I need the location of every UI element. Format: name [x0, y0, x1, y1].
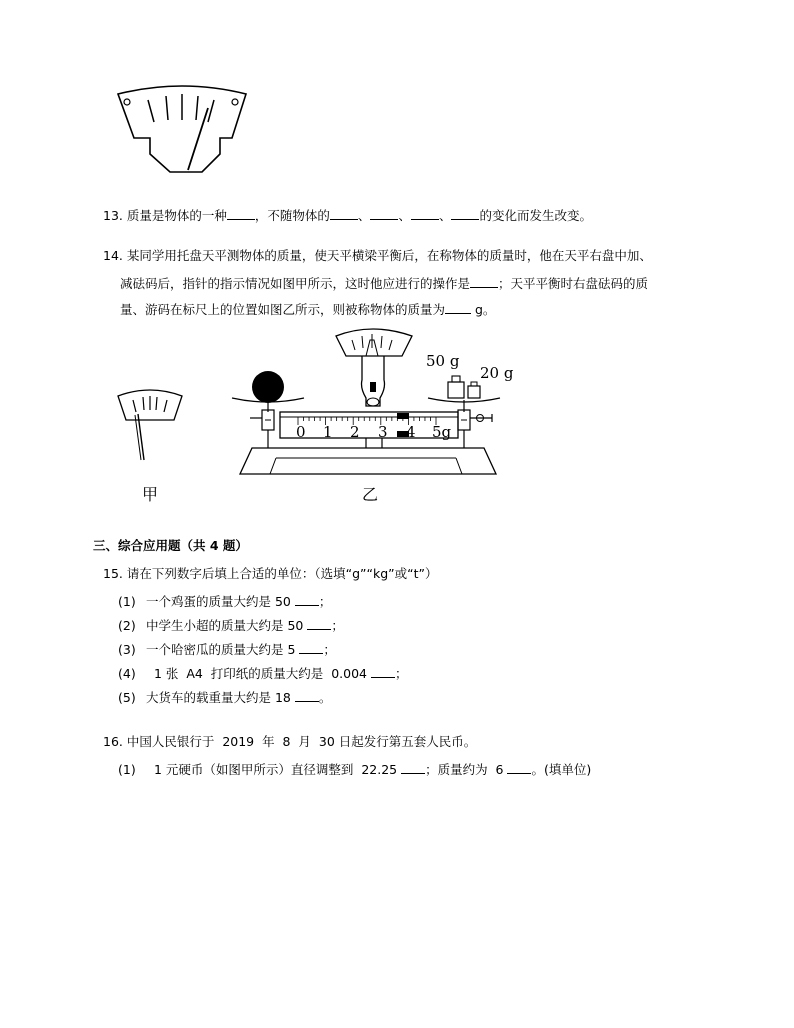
scale-tick-label: 0	[296, 423, 306, 441]
item-text: 1 元硬币（如图甲所示）直径调整到 22.25	[146, 762, 398, 777]
scale-tick-label: 5g	[432, 423, 452, 441]
q14-line-2-text: 减砝码后，指针的指示情况如图甲所示，这时他应进行的操作是	[120, 276, 471, 291]
answer-blank[interactable]	[295, 592, 319, 606]
q14-line-1-text: 某同学用托盘天平测物体的质量，使天平横梁平衡后，在称物体的质量时，他在天平右盘中加、	[126, 248, 652, 263]
question-15	[103, 566, 438, 582]
answer-blank[interactable]	[451, 206, 479, 220]
question-number: 15.	[103, 566, 123, 581]
q15-stem: 请在下列数字后填上合适的单位：（选填“g”“kg”或“t”）	[126, 566, 438, 581]
question-14-line-3	[120, 300, 495, 318]
q13-text-2: ，不随物体的	[254, 208, 330, 223]
answer-blank[interactable]	[295, 688, 319, 702]
answer-blank[interactable]	[330, 206, 358, 220]
item-label: (1)	[118, 762, 136, 777]
pointer-meter-jia	[118, 390, 182, 460]
scale-tick-label: 4	[406, 423, 416, 441]
q15-item-2	[118, 616, 344, 634]
top-meter-figure	[112, 82, 252, 178]
item-end: ；	[318, 594, 332, 609]
q13-text-3: 的变化而发生改变。	[479, 208, 592, 223]
answer-blank[interactable]	[227, 206, 255, 220]
scale-tick-label: 3	[378, 423, 388, 441]
question-number: 16.	[103, 734, 123, 749]
q15-item-1	[118, 592, 331, 610]
q15-item-3	[118, 640, 336, 658]
question-14-line-2	[120, 274, 648, 292]
q14-unit: g。	[475, 302, 496, 317]
item-text-c: 。(填单位)	[531, 762, 592, 777]
answer-blank[interactable]	[307, 616, 331, 630]
balance-dial	[336, 329, 412, 406]
answer-blank[interactable]	[371, 664, 395, 678]
answer-blank[interactable]	[507, 760, 531, 774]
answer-blank[interactable]	[401, 760, 425, 774]
question-number: 14.	[103, 248, 123, 263]
item-end: ；	[323, 642, 336, 657]
item-label: (4)	[118, 666, 136, 681]
scale-tick-label: 2	[350, 423, 360, 441]
weight-20g-label: 20 g	[480, 364, 514, 382]
answer-blank[interactable]	[299, 640, 323, 654]
scale-tick-label: 1	[323, 423, 333, 441]
separator: 、	[357, 208, 371, 223]
item-text: 1 张 A4 打印纸的质量大约是 0.004	[146, 666, 368, 681]
answer-blank[interactable]	[370, 206, 398, 220]
balance-figure	[100, 320, 530, 510]
separator: 、	[438, 208, 452, 223]
q16-item-1	[118, 760, 591, 778]
item-text: 中学生小超的质量大约是 50	[146, 618, 304, 633]
q13-text-1: 质量是物体的一种	[126, 208, 227, 223]
item-label: (1)	[118, 594, 136, 609]
figure-label-yi: 乙	[362, 485, 379, 504]
question-16	[103, 734, 476, 750]
item-label: (2)	[118, 618, 136, 633]
question-13	[103, 206, 592, 224]
item-end: ；	[331, 618, 344, 633]
item-text-b: ；质量约为 6	[425, 762, 504, 777]
item-text: 大货车的载重量大约是 18	[146, 690, 291, 705]
item-text: 一个哈密瓜的质量大约是 5	[146, 642, 296, 657]
question-number: 13.	[103, 208, 123, 223]
q14-line-2-text-b: ；天平平衡时右盘砝码的质	[498, 276, 649, 291]
q16-stem: 中国人民银行于 2019 年 8 月 30 日起发行第五套人民币。	[126, 734, 477, 749]
answer-blank[interactable]	[411, 206, 439, 220]
q15-item-4	[118, 664, 408, 682]
q14-line-3-text: 量、游码在标尺上的位置如图乙所示，则被称物体的质量为	[120, 302, 446, 317]
q15-item-5	[118, 688, 331, 706]
separator: 、	[398, 208, 411, 223]
figure-label-jia: 甲	[142, 485, 159, 504]
item-label: (5)	[118, 690, 136, 705]
question-14-line-1	[103, 248, 652, 264]
item-text: 一个鸡蛋的质量大约是 50	[146, 594, 291, 609]
answer-blank[interactable]	[445, 300, 471, 314]
item-end: ；	[395, 666, 408, 681]
answer-blank[interactable]	[470, 274, 498, 288]
item-label: (3)	[118, 642, 136, 657]
weight-50g-label: 50 g	[426, 352, 460, 370]
item-end: 。	[318, 690, 332, 705]
section-title: 三、综合应用题（共 4 题）	[93, 538, 248, 553]
